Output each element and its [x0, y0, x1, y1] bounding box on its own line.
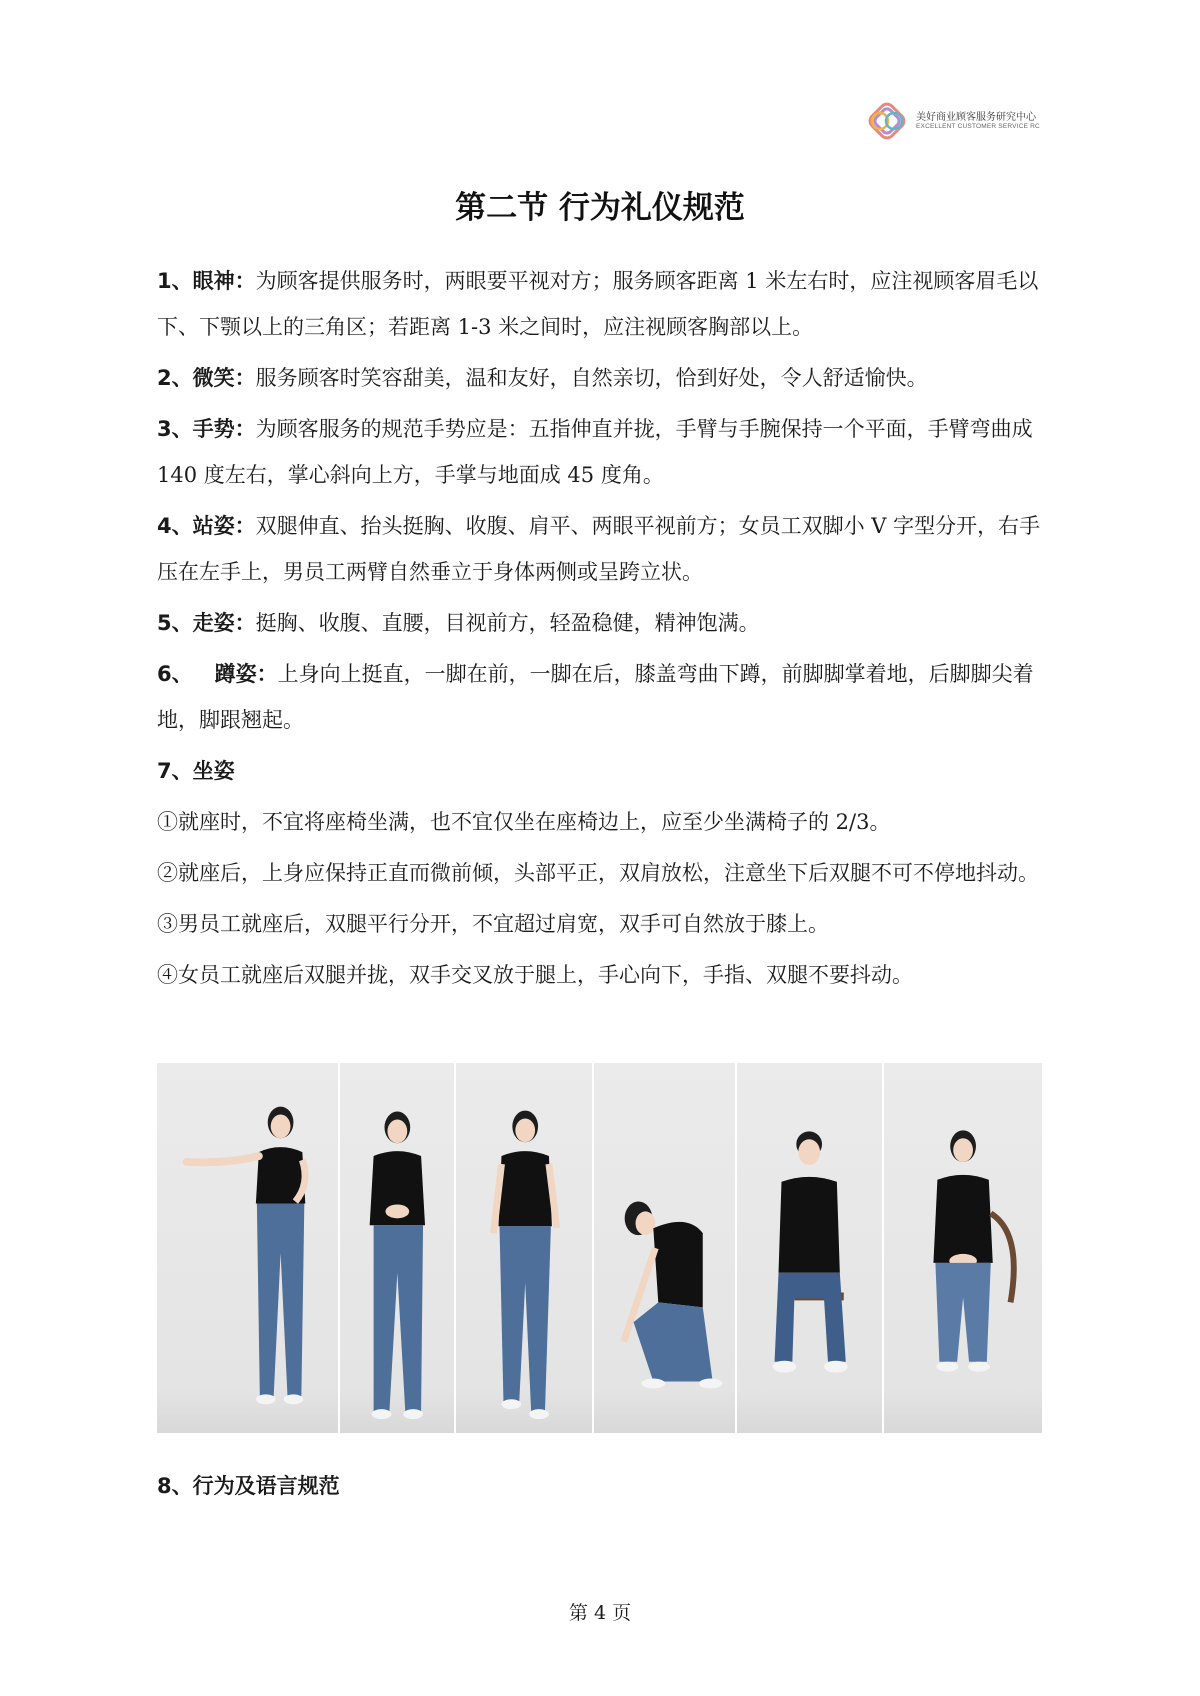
- sitting-point: ①就座时，不宜将座椅坐满，也不宜仅坐在座椅边上，应至少坐满椅子的 2/3。: [157, 810, 891, 834]
- item-label: 1、眼神：: [157, 269, 256, 293]
- item-label: 蹲姿：: [214, 662, 278, 686]
- org-name-cn: 美好商业顾客服务研究中心: [916, 111, 1036, 123]
- item-squatting: [157, 651, 1057, 743]
- item-walking: [157, 600, 1057, 646]
- item-number: 6、: [157, 662, 193, 686]
- etiquette-content: [157, 258, 1057, 1003]
- photo-walking-pose: [456, 1063, 594, 1433]
- organization-logo: [864, 98, 1040, 144]
- sitting-point: ③男员工就座后，双腿平行分开，不宜超过肩宽，双手可自然放于膝上。: [157, 912, 829, 936]
- item-smile: [157, 355, 1057, 401]
- item-label: 3、手势：: [157, 417, 256, 441]
- interlaced-knot-logo-icon: [864, 98, 910, 144]
- sitting-point: ②就座后，上身应保持正直而微前倾，头部平正，双肩放松，注意坐下后双腿不可不停地抖动。: [157, 861, 1039, 885]
- photo-gesture-pose: [157, 1063, 340, 1433]
- item-text: 上身向上挺直，一脚在前，一脚在后，膝盖弯曲下蹲，前脚脚掌着地，后脚脚尖着地，脚跟翘起。: [157, 662, 1034, 732]
- org-name-en: EXCELLENT CUSTOMER SERVICE RC: [916, 123, 1040, 131]
- photo-male-sitting-pose: [737, 1063, 883, 1433]
- item-text: 为顾客提供服务时，两眼要平视对方；服务顾客距离 1 米左右时，应注视顾客眉毛以下、下颚以上的三角区；若距离 1-3 米之间时，应注视顾客胸部以上。: [157, 269, 1039, 339]
- item-eye-contact: [157, 258, 1057, 350]
- item-label: 5、走姿：: [157, 611, 256, 635]
- item-label: 2、微笑：: [157, 366, 256, 390]
- sitting-point: ④女员工就座后双腿并拢，双手交叉放于腿上，手心向下，手指、双腿不要抖动。: [157, 963, 913, 987]
- item-standing: [157, 503, 1057, 595]
- item-text: 挺胸、收腹、直腰，目视前方，轻盈稳健，精神饱满。: [255, 611, 760, 635]
- photo-standing-pose: [340, 1063, 456, 1433]
- item-text: 双腿伸直、抬头挺胸、收腹、肩平、两眼平视前方；女员工双脚小 V 字型分开，右手压在左手上，男员工两臂自然垂立于身体两侧或呈跨立状。: [157, 514, 1041, 584]
- item-gesture: [157, 406, 1057, 498]
- page-title: 第二节 行为礼仪规范: [455, 190, 745, 226]
- item-text: 为顾客服务的规范手势应是：五指伸直并拢，手臂与手腕保持一个平面，手臂弯曲成 140 度左右，掌心斜向上方，手掌与地面成 45 度角。: [157, 417, 1033, 487]
- photo-female-sitting-pose: [884, 1063, 1042, 1433]
- posture-photo-strip: [157, 1063, 1042, 1433]
- item-label: 4、站姿：: [157, 514, 256, 538]
- photo-squatting-pose: [594, 1063, 737, 1433]
- item-text: 服务顾客时笑容甜美，温和友好，自然亲切，恰到好处，令人舒适愉快。: [255, 366, 928, 390]
- page-number: 第 4 页: [568, 1602, 632, 1624]
- sitting-heading: 7、坐姿: [157, 759, 235, 783]
- section-8-heading: 8、行为及语言规范: [157, 1474, 340, 1498]
